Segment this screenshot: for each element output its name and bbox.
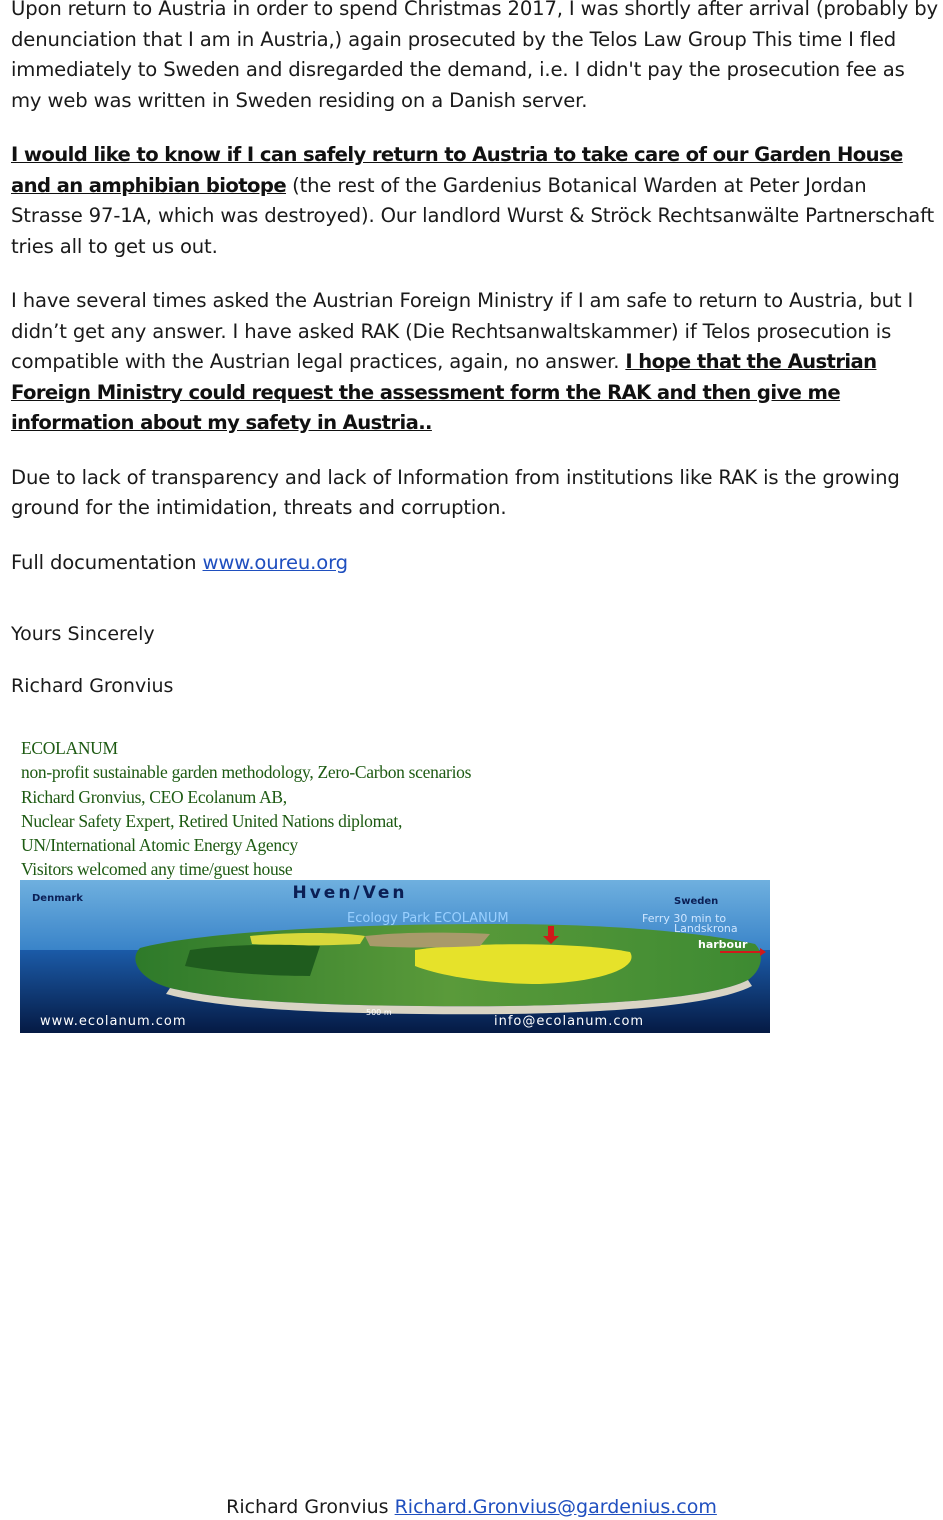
signer-name: Richard Gronvius — [11, 675, 174, 697]
banner-denmark-label: Denmark — [32, 893, 83, 904]
signature-org: ECOLANUM — [21, 738, 118, 758]
banner-scale-label: 500 m — [366, 1008, 392, 1017]
banner-title: Hven/Ven — [292, 883, 408, 903]
paragraph-garden-house — [11, 140, 941, 262]
signature-visitors: Visitors welcomed any time/guest house — [21, 859, 293, 880]
footer-email-link[interactable]: Richard.Gronvius@gardenius.com — [394, 1496, 717, 1518]
banner-website: www.ecolanum.com — [40, 1014, 187, 1029]
paragraph-foreign-ministry — [11, 286, 941, 439]
footer-name: Richard Gronvius — [226, 1496, 395, 1518]
paragraph-foreign-ministry-text: I have several times asked the Austrian Foreign Ministry if I am safe to return to Austria, but I didn’t get any answer. I have asked RAK (Die Rechtsanwaltskammer) if Telos prosecution is compatible with the Austrian legal practices, again, no answer. — [11, 289, 914, 373]
banner-sweden-label: Sweden — [674, 896, 719, 907]
highlight-rak-request: I hope that the Austrian Foreign Ministry could request the assessment form the RAK and then give me information about my safety in Austria.. — [11, 350, 877, 434]
banner-park-label: Ecology Park ECOLANUM — [347, 911, 509, 926]
paragraph-return-to-austria: Upon return to Austria in order to spend Christmas 2017, I was shortly after arrival (probably by denunciation that I am in Austria,) again prosecuted by the Telos Law Group This time I fled immediately to Sweden and disregarded the demand, i.e. I didn't pay the prosecution fee as my web was written in Sweden residing on a Danish server. — [11, 0, 938, 112]
signature-expertise: Nuclear Safety Expert, Retired United Nations diplomat, — [21, 810, 403, 831]
signature-agency: UN/International Atomic Energy Agency — [21, 835, 298, 856]
letter-body — [11, 0, 941, 700]
ecolanum-banner-image — [20, 880, 770, 1033]
yellow-field-small — [250, 933, 365, 946]
banner-email: info@ecolanum.com — [494, 1014, 645, 1029]
paragraph-transparency: Due to lack of transparency and lack of Information from institutions like RAK is the growing ground for the intimidation, threats and corruption. — [11, 465, 900, 519]
documentation-link[interactable]: www.oureu.org — [202, 550, 348, 574]
banner-ferry-line1: Ferry 30 min to — [642, 912, 727, 925]
closing-salutation: Yours Sincerely — [11, 623, 155, 645]
banner-harbour-label: harbour — [698, 938, 748, 951]
highlight-safe-return-question: I would like to know if I can safely return to Austria to take care of our Garden House and an amphibian biotope — [11, 143, 903, 197]
documentation-line — [11, 548, 941, 579]
signature-tagline: non-profit sustainable garden methodology, Zero-Carbon scenarios — [21, 762, 472, 783]
paragraph-garden-house-rest: (the rest of the Gardenius Botanical Warden at Peter Jordan Strasse 97-1A, which was destroyed). Our landlord Wurst & Ströck Rechtsanwälte Partnerschaft tries all to get us out. — [11, 173, 935, 258]
banner-ferry-line2: Landskrona — [674, 922, 738, 935]
signature-role: Richard Gronvius, CEO Ecolanum AB, — [21, 786, 287, 807]
email-signature — [21, 736, 471, 882]
brown-field — [365, 933, 490, 948]
documentation-label: Full documentation — [11, 550, 203, 574]
page-footer — [0, 1494, 943, 1520]
